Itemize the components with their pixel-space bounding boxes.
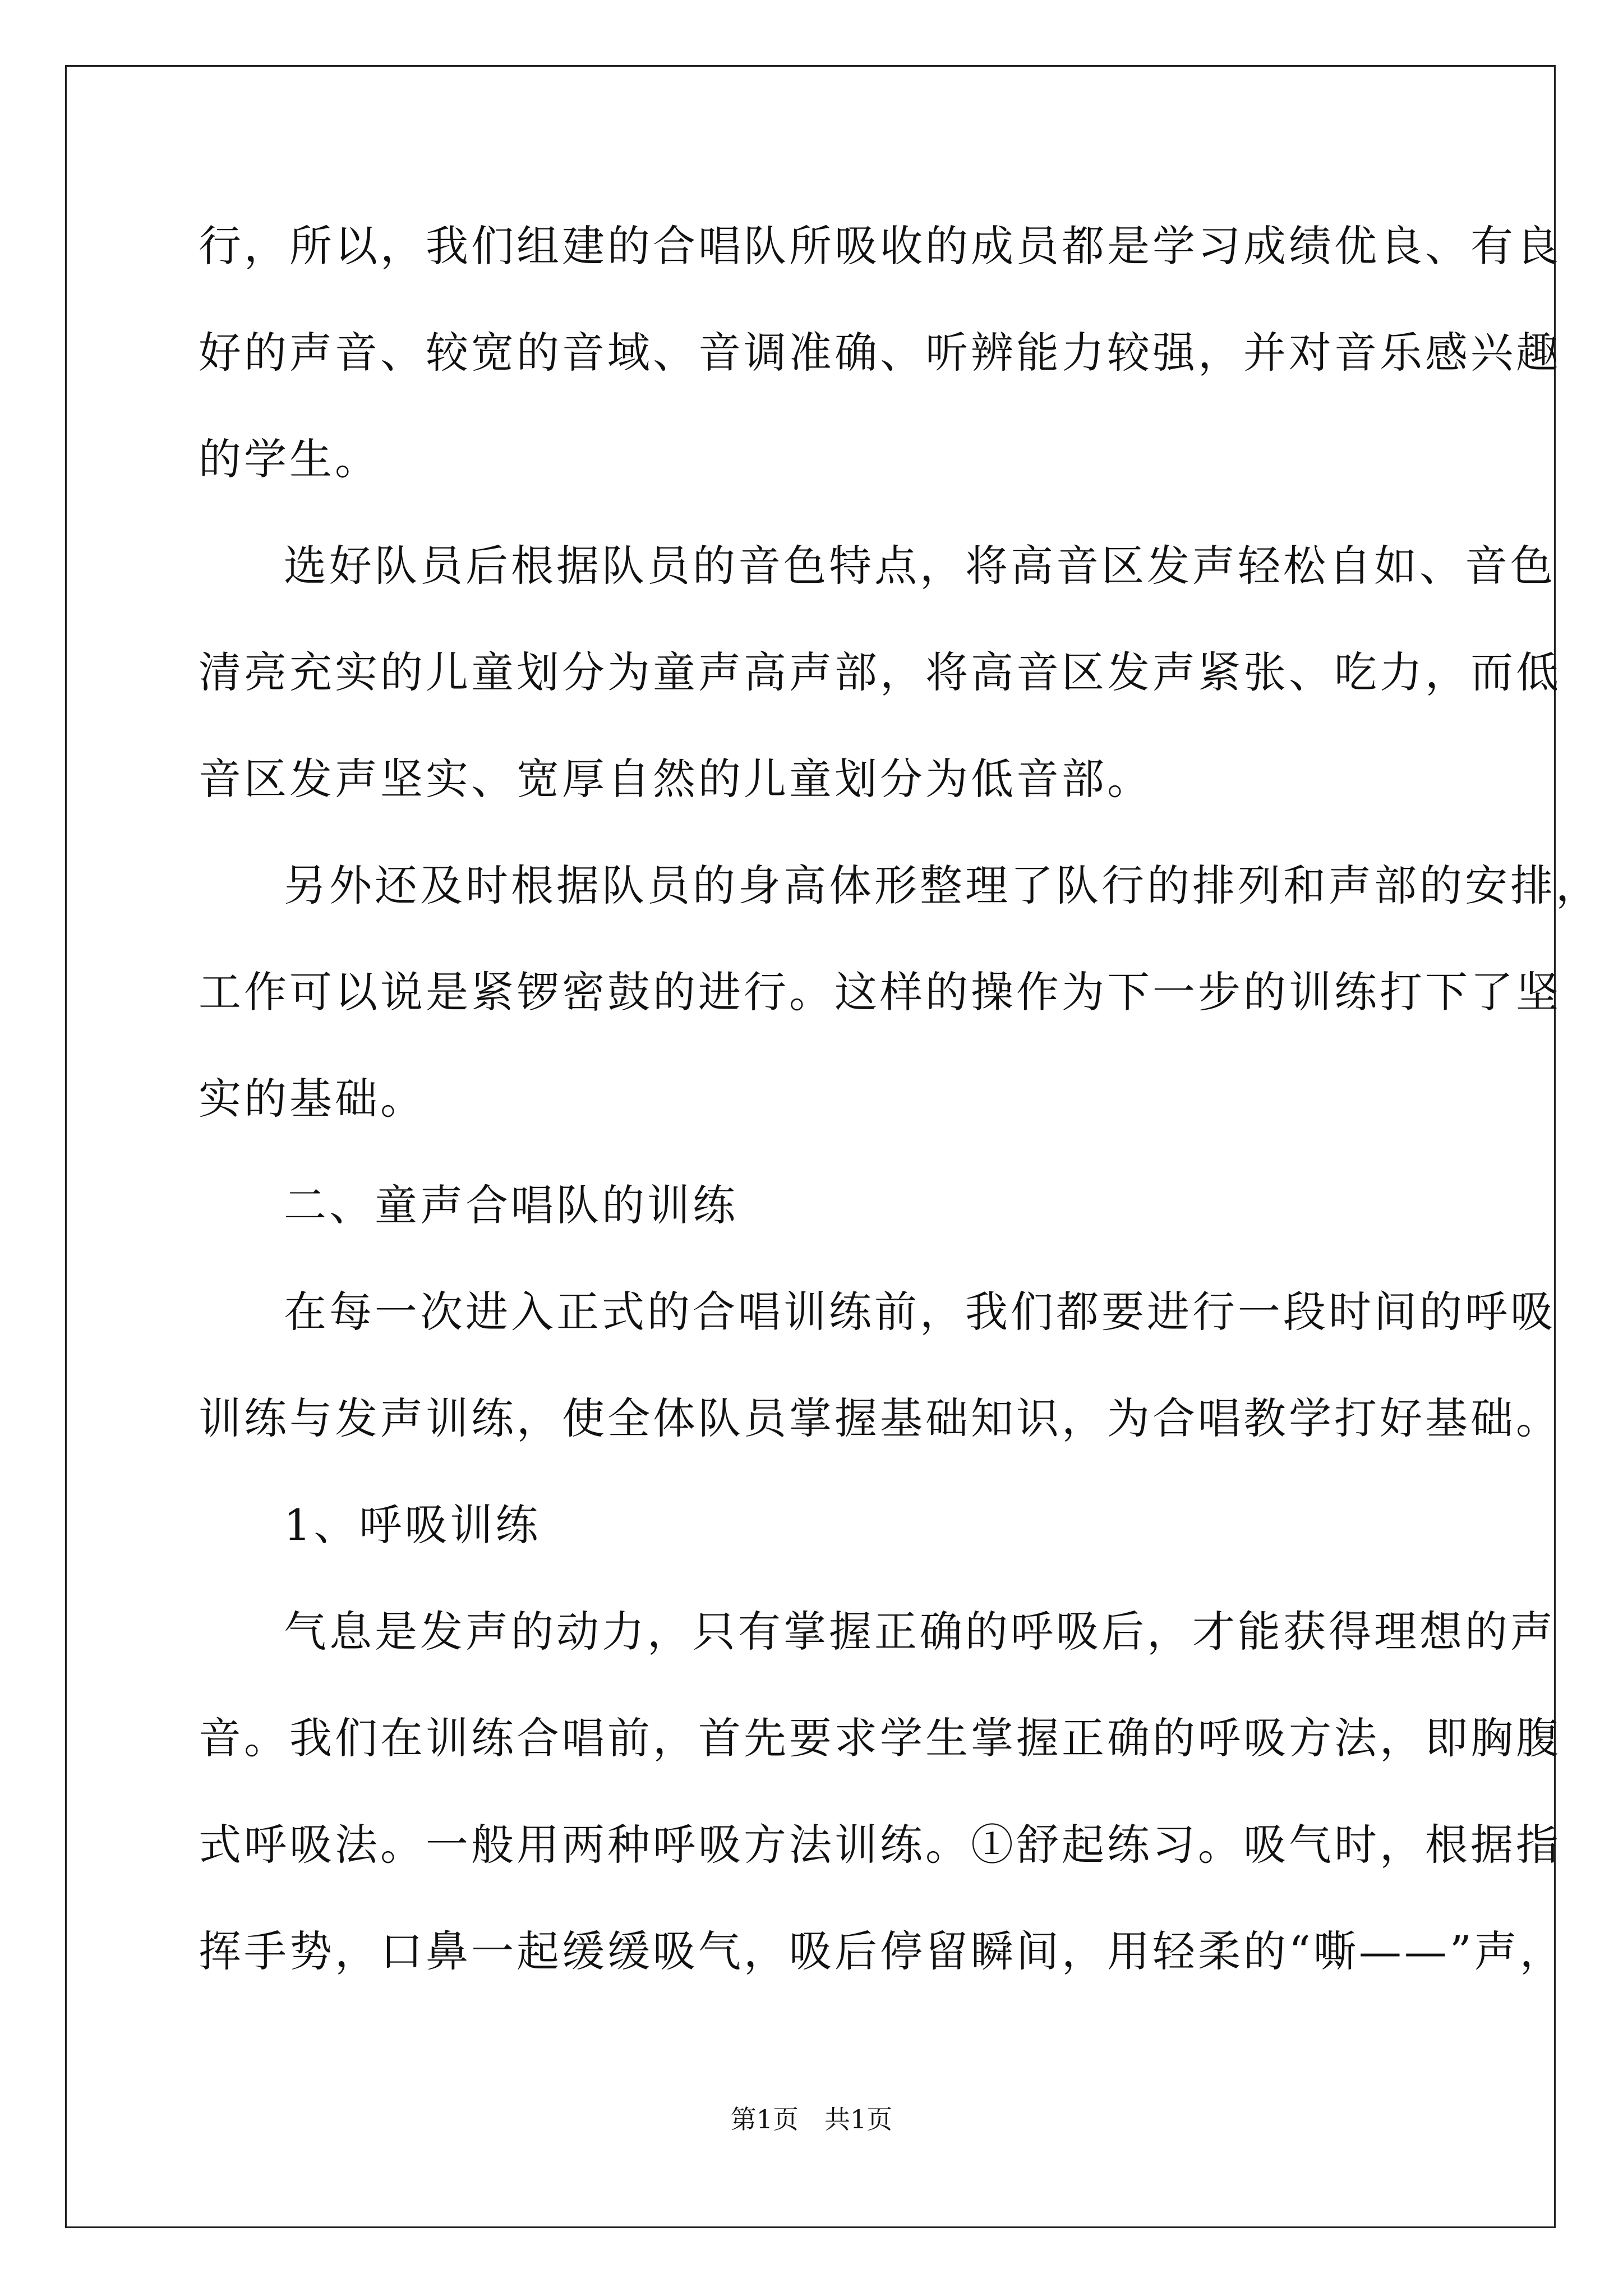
section-heading: 二、童声合唱队的训练 — [284, 1180, 738, 1230]
text-line: 音。我们在训练合唱前，首先要求学生掌握正确的呼吸方法，即胸腹 — [199, 1713, 1561, 1763]
page-number-label: 第1页 共1页 — [730, 2104, 893, 2134]
subsection-heading: 1、呼吸训练 — [284, 1500, 541, 1550]
text-line: 训练与发声训练，使全体队员掌握基础知识，为合唱教学打好基础。 — [199, 1393, 1561, 1443]
text-line: 好的声音、较宽的音域、音调准确、听辨能力较强，并对音乐感兴趣 — [199, 328, 1561, 378]
text-line: 实的基础。 — [199, 1074, 426, 1124]
text-line: 在每一次进入正式的合唱训练前，我们都要进行一段时间的呼吸 — [284, 1287, 1556, 1337]
text-line: 的学生。 — [199, 434, 380, 484]
text-line: 选好队员后根据队员的音色特点，将高音区发声轻松自如、音色 — [284, 541, 1556, 591]
text-line: 气息是发声的动力，只有掌握正确的呼吸后，才能获得理想的声 — [284, 1607, 1556, 1657]
text-line: 式呼吸法。一般用两种呼吸方法训练。①舒起练习。吸气时，根据指 — [199, 1820, 1561, 1870]
text-line: 清亮充实的儿童划分为童声高声部，将高音区发声紧张、吃力，而低 — [199, 647, 1561, 697]
text-line: 另外还及时根据队员的身高体形整理了队行的排列和声部的安排， — [284, 861, 1601, 910]
text-line: 工作可以说是紧锣密鼓的进行。这样的操作为下一步的训练打下了坚 — [199, 967, 1561, 1017]
page-footer — [0, 2099, 1623, 2136]
text-line: 挥手势，口鼻一起缓缓吸气，吸后停留瞬间，用轻柔的“嘶——”声， — [199, 1926, 1565, 1976]
text-line: 音区发声坚实、宽厚自然的儿童划分为低音部。 — [199, 754, 1152, 804]
text-line: 行，所以，我们组建的合唱队所吸收的成员都是学习成绩优良、有良 — [199, 221, 1561, 271]
